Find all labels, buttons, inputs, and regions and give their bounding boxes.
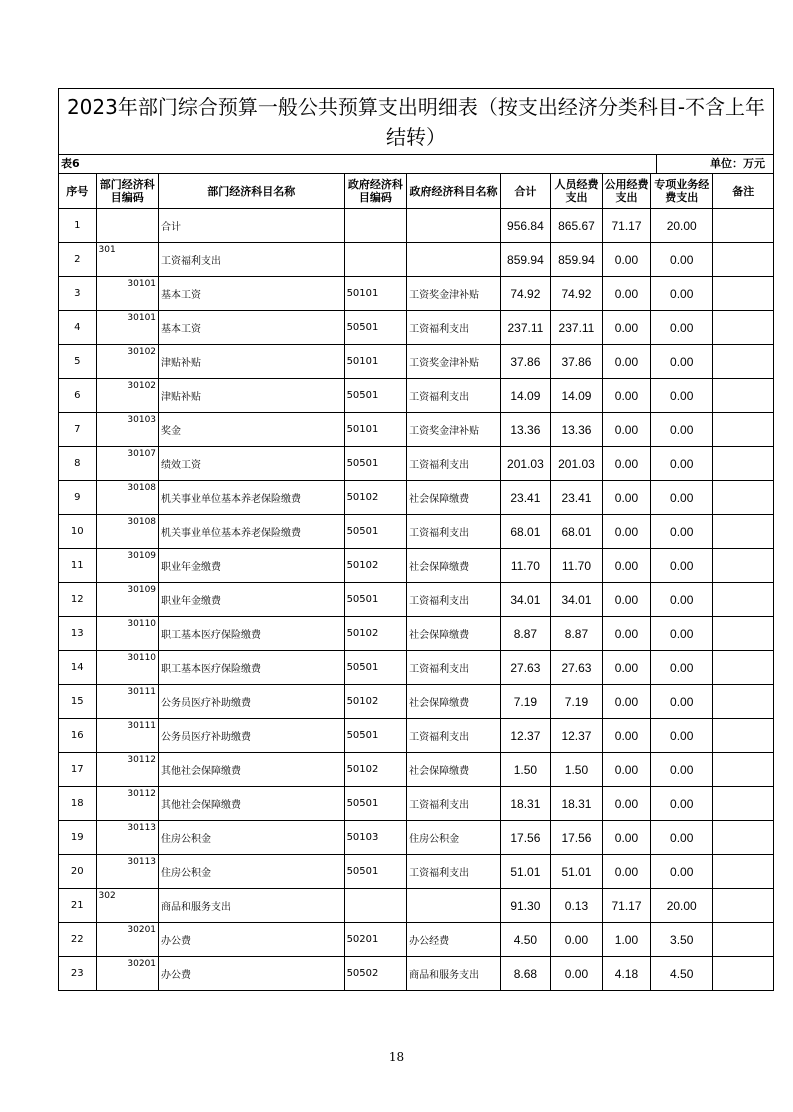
cell-dept-name: 住房公积金 — [159, 855, 345, 889]
cell-note — [713, 855, 774, 889]
cell-special: 3.50 — [650, 923, 713, 957]
cell-dept-code: 30101 — [96, 311, 159, 345]
cell-total: 1.50 — [500, 753, 550, 787]
cell-total: 51.01 — [500, 855, 550, 889]
cell-public: 1.00 — [603, 923, 651, 957]
cell-dept-name: 其他社会保障缴费 — [159, 753, 345, 787]
table-number-label: 表6 — [61, 157, 80, 170]
table-row — [59, 719, 774, 753]
cell-gov-name: 办公经费 — [407, 923, 501, 957]
column-header-special: 专项业务经费支出 — [650, 174, 713, 209]
cell-row-seq: 19 — [59, 821, 97, 855]
cell-dept-name: 机关事业单位基本养老保险缴费 — [159, 481, 345, 515]
cell-row-seq: 16 — [59, 719, 97, 753]
cell-special: 0.00 — [650, 583, 713, 617]
cell-special: 0.00 — [650, 753, 713, 787]
table-row — [59, 753, 774, 787]
cell-special: 4.50 — [650, 957, 713, 991]
cell-dept-code: 30108 — [96, 515, 159, 549]
column-header-total: 合计 — [500, 174, 550, 209]
cell-public: 0.00 — [603, 549, 651, 583]
cell-gov-name: 工资福利支出 — [407, 447, 501, 481]
cell-total: 8.87 — [500, 617, 550, 651]
cell-special: 0.00 — [650, 243, 713, 277]
cell-dept-code: 30113 — [96, 821, 159, 855]
table-row — [59, 889, 774, 923]
cell-dept-name: 合计 — [159, 209, 345, 243]
cell-row-seq: 20 — [59, 855, 97, 889]
cell-dept-code: 30201 — [96, 957, 159, 991]
cell-gov-code — [344, 209, 407, 243]
cell-gov-name: 工资福利支出 — [407, 583, 501, 617]
cell-row-seq: 3 — [59, 277, 97, 311]
cell-dept-name: 职业年金缴费 — [159, 583, 345, 617]
table-row — [59, 515, 774, 549]
cell-public: 0.00 — [603, 617, 651, 651]
cell-public: 0.00 — [603, 345, 651, 379]
budget-sheet — [58, 88, 774, 991]
cell-total: 12.37 — [500, 719, 550, 753]
cell-gov-code — [344, 889, 407, 923]
cell-dept-code: 30110 — [96, 651, 159, 685]
cell-public: 0.00 — [603, 515, 651, 549]
cell-special: 0.00 — [650, 447, 713, 481]
cell-special: 0.00 — [650, 549, 713, 583]
cell-note — [713, 685, 774, 719]
cell-public: 0.00 — [603, 277, 651, 311]
table-row — [59, 923, 774, 957]
table-row — [59, 855, 774, 889]
cell-gov-name: 社会保障缴费 — [407, 617, 501, 651]
cell-personnel: 11.70 — [550, 549, 602, 583]
cell-personnel: 0.13 — [550, 889, 602, 923]
cell-public: 0.00 — [603, 753, 651, 787]
cell-special: 20.00 — [650, 209, 713, 243]
cell-row-seq: 5 — [59, 345, 97, 379]
cell-public: 71.17 — [603, 889, 651, 923]
cell-total: 18.31 — [500, 787, 550, 821]
cell-note — [713, 209, 774, 243]
table-row — [59, 413, 774, 447]
cell-special: 20.00 — [650, 889, 713, 923]
cell-note — [713, 651, 774, 685]
cell-gov-code: 50501 — [344, 787, 407, 821]
table-row — [59, 685, 774, 719]
table-row — [59, 277, 774, 311]
cell-special: 0.00 — [650, 345, 713, 379]
cell-dept-code: 30107 — [96, 447, 159, 481]
cell-total: 91.30 — [500, 889, 550, 923]
cell-note — [713, 753, 774, 787]
cell-special: 0.00 — [650, 719, 713, 753]
table-row — [59, 209, 774, 243]
cell-public: 0.00 — [603, 481, 651, 515]
cell-dept-name: 奖金 — [159, 413, 345, 447]
cell-special: 0.00 — [650, 651, 713, 685]
cell-note — [713, 277, 774, 311]
table-row — [59, 243, 774, 277]
cell-total: 4.50 — [500, 923, 550, 957]
cell-total: 37.86 — [500, 345, 550, 379]
cell-dept-name: 基本工资 — [159, 277, 345, 311]
cell-row-seq: 22 — [59, 923, 97, 957]
cell-gov-name: 工资福利支出 — [407, 515, 501, 549]
cell-dept-name: 基本工资 — [159, 311, 345, 345]
cell-gov-code: 50501 — [344, 379, 407, 413]
table-meta-row — [58, 154, 774, 173]
cell-note — [713, 957, 774, 991]
cell-gov-code: 50501 — [344, 855, 407, 889]
cell-row-seq: 7 — [59, 413, 97, 447]
cell-public: 0.00 — [603, 685, 651, 719]
cell-row-seq: 21 — [59, 889, 97, 923]
table-row — [59, 821, 774, 855]
cell-gov-name: 工资福利支出 — [407, 379, 501, 413]
table-row — [59, 311, 774, 345]
cell-dept-name: 住房公积金 — [159, 821, 345, 855]
cell-dept-code: 30110 — [96, 617, 159, 651]
cell-public: 0.00 — [603, 855, 651, 889]
cell-public: 0.00 — [603, 821, 651, 855]
column-header-gov-code: 政府经济科目编码 — [344, 174, 407, 209]
cell-dept-code: 302 — [96, 889, 159, 923]
cell-gov-name: 社会保障缴费 — [407, 481, 501, 515]
cell-special: 0.00 — [650, 515, 713, 549]
cell-dept-name: 其他社会保障缴费 — [159, 787, 345, 821]
cell-dept-code: 30108 — [96, 481, 159, 515]
cell-note — [713, 481, 774, 515]
cell-public: 0.00 — [603, 719, 651, 753]
cell-dept-code: 30113 — [96, 855, 159, 889]
cell-dept-name: 公务员医疗补助缴费 — [159, 685, 345, 719]
cell-gov-name — [407, 889, 501, 923]
cell-dept-name: 商品和服务支出 — [159, 889, 345, 923]
cell-gov-code: 50201 — [344, 923, 407, 957]
table-row — [59, 957, 774, 991]
cell-dept-code: 30103 — [96, 413, 159, 447]
cell-gov-code — [344, 243, 407, 277]
cell-dept-name: 工资福利支出 — [159, 243, 345, 277]
cell-gov-name: 工资福利支出 — [407, 651, 501, 685]
cell-gov-name: 社会保障缴费 — [407, 549, 501, 583]
cell-gov-name: 工资福利支出 — [407, 311, 501, 345]
budget-table — [58, 173, 774, 991]
cell-gov-name: 工资奖金津补贴 — [407, 345, 501, 379]
table-body — [59, 209, 774, 991]
cell-special: 0.00 — [650, 855, 713, 889]
cell-note — [713, 719, 774, 753]
cell-personnel: 68.01 — [550, 515, 602, 549]
cell-total: 7.19 — [500, 685, 550, 719]
cell-row-seq: 14 — [59, 651, 97, 685]
cell-row-seq: 1 — [59, 209, 97, 243]
table-row — [59, 651, 774, 685]
column-header-personnel: 人员经费支出 — [550, 174, 602, 209]
cell-row-seq: 9 — [59, 481, 97, 515]
cell-row-seq: 18 — [59, 787, 97, 821]
cell-public: 4.18 — [603, 957, 651, 991]
cell-dept-code: 30102 — [96, 379, 159, 413]
cell-personnel: 37.86 — [550, 345, 602, 379]
cell-personnel: 865.67 — [550, 209, 602, 243]
cell-gov-code: 50101 — [344, 413, 407, 447]
cell-note — [713, 345, 774, 379]
cell-gov-code: 50102 — [344, 481, 407, 515]
cell-public: 0.00 — [603, 413, 651, 447]
cell-note — [713, 821, 774, 855]
cell-gov-name — [407, 209, 501, 243]
table-row — [59, 379, 774, 413]
cell-row-seq: 13 — [59, 617, 97, 651]
cell-gov-code: 50101 — [344, 277, 407, 311]
cell-total: 23.41 — [500, 481, 550, 515]
cell-dept-code: 30101 — [96, 277, 159, 311]
cell-total: 14.09 — [500, 379, 550, 413]
cell-note — [713, 243, 774, 277]
table-row — [59, 549, 774, 583]
cell-gov-name: 商品和服务支出 — [407, 957, 501, 991]
cell-gov-code: 50101 — [344, 345, 407, 379]
cell-gov-code: 50501 — [344, 719, 407, 753]
meta-divider — [656, 155, 657, 173]
cell-dept-code: 30111 — [96, 685, 159, 719]
cell-total: 13.36 — [500, 413, 550, 447]
cell-row-seq: 10 — [59, 515, 97, 549]
cell-gov-code: 50102 — [344, 685, 407, 719]
cell-personnel: 14.09 — [550, 379, 602, 413]
cell-personnel: 13.36 — [550, 413, 602, 447]
cell-public: 0.00 — [603, 787, 651, 821]
column-header-gov-name: 政府经济科目名称 — [407, 174, 501, 209]
cell-personnel: 18.31 — [550, 787, 602, 821]
cell-total: 237.11 — [500, 311, 550, 345]
cell-special: 0.00 — [650, 413, 713, 447]
cell-gov-name: 住房公积金 — [407, 821, 501, 855]
cell-gov-name — [407, 243, 501, 277]
cell-personnel: 27.63 — [550, 651, 602, 685]
cell-dept-name: 绩效工资 — [159, 447, 345, 481]
cell-row-seq: 2 — [59, 243, 97, 277]
cell-total: 201.03 — [500, 447, 550, 481]
table-header-row — [59, 174, 774, 209]
table-row — [59, 583, 774, 617]
cell-note — [713, 311, 774, 345]
cell-note — [713, 447, 774, 481]
cell-dept-code: 30112 — [96, 787, 159, 821]
table-row — [59, 481, 774, 515]
cell-public: 71.17 — [603, 209, 651, 243]
cell-dept-code: 30109 — [96, 583, 159, 617]
column-header-seq: 序号 — [59, 174, 97, 209]
cell-personnel: 0.00 — [550, 923, 602, 957]
cell-row-seq: 4 — [59, 311, 97, 345]
cell-personnel: 0.00 — [550, 957, 602, 991]
cell-dept-code: 30112 — [96, 753, 159, 787]
cell-gov-name: 社会保障缴费 — [407, 685, 501, 719]
cell-personnel: 237.11 — [550, 311, 602, 345]
table-row — [59, 787, 774, 821]
cell-dept-code: 30201 — [96, 923, 159, 957]
cell-dept-name: 津贴补贴 — [159, 379, 345, 413]
cell-gov-code: 50102 — [344, 549, 407, 583]
cell-dept-code — [96, 209, 159, 243]
page-number: 18 — [388, 1050, 405, 1064]
cell-dept-name: 职工基本医疗保险缴费 — [159, 651, 345, 685]
cell-row-seq: 12 — [59, 583, 97, 617]
cell-gov-name: 工资奖金津补贴 — [407, 277, 501, 311]
cell-personnel: 201.03 — [550, 447, 602, 481]
cell-dept-name: 公务员医疗补助缴费 — [159, 719, 345, 753]
cell-gov-name: 工资福利支出 — [407, 787, 501, 821]
cell-gov-code: 50502 — [344, 957, 407, 991]
cell-note — [713, 889, 774, 923]
cell-public: 0.00 — [603, 583, 651, 617]
table-row — [59, 447, 774, 481]
cell-public: 0.00 — [603, 379, 651, 413]
cell-public: 0.00 — [603, 243, 651, 277]
cell-personnel: 1.50 — [550, 753, 602, 787]
cell-dept-code: 301 — [96, 243, 159, 277]
cell-personnel: 34.01 — [550, 583, 602, 617]
table-row — [59, 617, 774, 651]
page-title: 2023年部门综合预算一般公共预算支出明细表（按支出经济分类科目-不含上年结转） — [58, 88, 774, 154]
cell-special: 0.00 — [650, 685, 713, 719]
cell-public: 0.00 — [603, 447, 651, 481]
cell-total: 8.68 — [500, 957, 550, 991]
cell-note — [713, 515, 774, 549]
cell-gov-code: 50102 — [344, 617, 407, 651]
cell-personnel: 8.87 — [550, 617, 602, 651]
cell-personnel: 17.56 — [550, 821, 602, 855]
cell-row-seq: 15 — [59, 685, 97, 719]
cell-personnel: 7.19 — [550, 685, 602, 719]
cell-dept-name: 津贴补贴 — [159, 345, 345, 379]
cell-special: 0.00 — [650, 821, 713, 855]
cell-dept-name: 职业年金缴费 — [159, 549, 345, 583]
unit-label: 单位：万元 — [710, 157, 765, 170]
cell-total: 956.84 — [500, 209, 550, 243]
cell-total: 68.01 — [500, 515, 550, 549]
cell-public: 0.00 — [603, 651, 651, 685]
cell-row-seq: 11 — [59, 549, 97, 583]
cell-personnel: 74.92 — [550, 277, 602, 311]
cell-total: 17.56 — [500, 821, 550, 855]
cell-special: 0.00 — [650, 787, 713, 821]
cell-public: 0.00 — [603, 311, 651, 345]
cell-dept-name: 办公费 — [159, 923, 345, 957]
cell-gov-code: 50501 — [344, 583, 407, 617]
cell-personnel: 859.94 — [550, 243, 602, 277]
cell-dept-code: 30109 — [96, 549, 159, 583]
cell-row-seq: 17 — [59, 753, 97, 787]
cell-note — [713, 923, 774, 957]
cell-dept-name: 机关事业单位基本养老保险缴费 — [159, 515, 345, 549]
cell-gov-name: 工资奖金津补贴 — [407, 413, 501, 447]
cell-dept-code: 30102 — [96, 345, 159, 379]
cell-note — [713, 787, 774, 821]
cell-personnel: 51.01 — [550, 855, 602, 889]
cell-row-seq: 23 — [59, 957, 97, 991]
cell-gov-name: 社会保障缴费 — [407, 753, 501, 787]
cell-gov-code: 50501 — [344, 447, 407, 481]
column-header-public: 公用经费支出 — [603, 174, 651, 209]
cell-note — [713, 583, 774, 617]
cell-special: 0.00 — [650, 311, 713, 345]
cell-special: 0.00 — [650, 379, 713, 413]
column-header-dept-code: 部门经济科目编码 — [96, 174, 159, 209]
cell-dept-name: 职工基本医疗保险缴费 — [159, 617, 345, 651]
cell-total: 859.94 — [500, 243, 550, 277]
cell-gov-code: 50501 — [344, 651, 407, 685]
table-row — [59, 345, 774, 379]
cell-total: 74.92 — [500, 277, 550, 311]
cell-total: 27.63 — [500, 651, 550, 685]
cell-gov-name: 工资福利支出 — [407, 855, 501, 889]
cell-note — [713, 379, 774, 413]
cell-total: 11.70 — [500, 549, 550, 583]
cell-note — [713, 413, 774, 447]
cell-gov-code: 50501 — [344, 311, 407, 345]
cell-gov-code: 50102 — [344, 753, 407, 787]
cell-special: 0.00 — [650, 617, 713, 651]
cell-special: 0.00 — [650, 481, 713, 515]
cell-gov-code: 50501 — [344, 515, 407, 549]
cell-note — [713, 617, 774, 651]
cell-special: 0.00 — [650, 277, 713, 311]
cell-row-seq: 8 — [59, 447, 97, 481]
column-header-dept-name: 部门经济科目名称 — [159, 174, 345, 209]
cell-dept-code: 30111 — [96, 719, 159, 753]
cell-dept-name: 办公费 — [159, 957, 345, 991]
cell-personnel: 12.37 — [550, 719, 602, 753]
cell-personnel: 23.41 — [550, 481, 602, 515]
column-header-note: 备注 — [713, 174, 774, 209]
cell-note — [713, 549, 774, 583]
cell-gov-code: 50103 — [344, 821, 407, 855]
cell-row-seq: 6 — [59, 379, 97, 413]
cell-gov-name: 工资福利支出 — [407, 719, 501, 753]
cell-total: 34.01 — [500, 583, 550, 617]
